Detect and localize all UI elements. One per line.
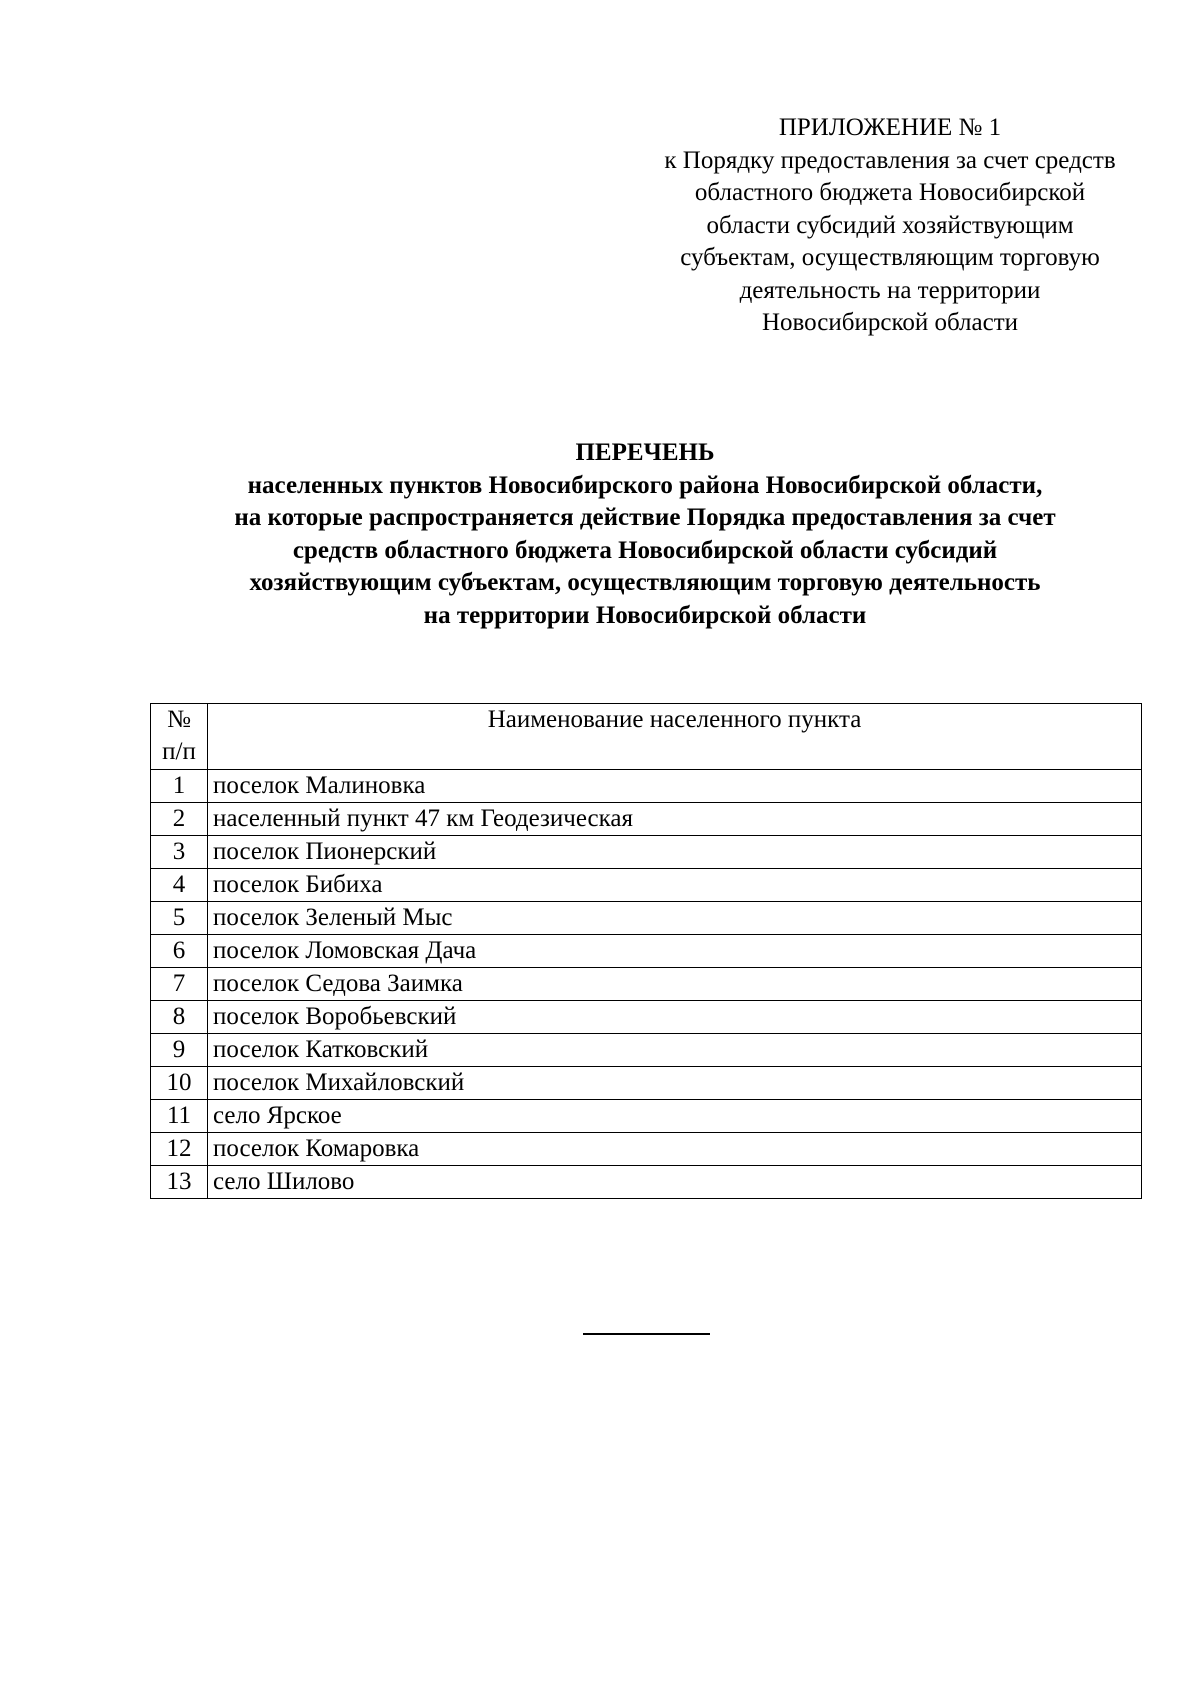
row-number: 8 [151,1001,208,1034]
table-row [151,869,1142,902]
appendix-line: областного бюджета Новосибирской [694,179,1086,206]
table-row [151,770,1142,803]
row-number: 12 [151,1133,208,1166]
settlement-name: поселок Комаровка [208,1133,1142,1166]
table-row [151,836,1142,869]
document-subtitle-line: на которые распространяется действие Порядка предоставления за счет [234,504,1056,532]
table-row [151,968,1142,1001]
row-number: 4 [151,869,208,902]
appendix-line: деятельность на территории [739,276,1041,304]
row-number: 13 [151,1166,208,1199]
settlement-name: поселок Михайловский [208,1067,1142,1100]
settlement-name: село Шилово [208,1166,1142,1199]
table-row [151,1067,1142,1100]
document-subtitle-line: средств областного бюджета Новосибирской области субсидий [292,536,998,564]
number-column-header [151,704,208,770]
appendix-line: области субсидий хозяйствующим [706,211,1074,239]
settlement-name: населенный пункт 47 км Геодезическая [208,803,1142,836]
number-header-line2: п/п [162,738,196,765]
settlement-name: поселок Бибиха [208,869,1142,902]
appendix-line: субъектам, осуществляющим торговую [680,244,1100,271]
row-number: 7 [151,968,208,1001]
table-row [151,902,1142,935]
row-number: 11 [151,1100,208,1133]
appendix-line: Новосибирской области [761,309,1019,336]
row-number: 6 [151,935,208,968]
table-row [151,1034,1142,1067]
table-row [151,935,1142,968]
table-header-row [151,704,1142,770]
settlement-name: село Ярское [208,1100,1142,1133]
table-row [151,1001,1142,1034]
settlement-name: поселок Малиновка [208,770,1142,803]
settlements-table [150,703,1142,1199]
table-row [151,803,1142,836]
appendix-title: ПРИЛОЖЕНИЕ № 1 [778,114,1002,141]
table-row [151,1100,1142,1133]
row-number: 1 [151,770,208,803]
document-title: ПЕРЕЧЕНЬ [575,439,715,466]
row-number: 2 [151,803,208,836]
row-number: 9 [151,1034,208,1067]
name-column-header: Наименование населенного пункта [208,704,1142,770]
settlement-name: поселок Пионерский [208,836,1142,869]
appendix-line: к Порядку предоставления за счет средств [664,146,1116,174]
row-number: 3 [151,836,208,869]
document-subtitle-line: на территории Новосибирской области [423,601,867,629]
settlement-name: поселок Ломовская Дача [208,935,1142,968]
document-heading [130,437,1160,633]
settlement-name: поселок Седова Заимка [208,968,1142,1001]
number-header-line1: № [167,706,191,733]
row-number: 5 [151,902,208,935]
settlement-name: поселок Воробьевский [208,1001,1142,1034]
end-of-document-divider [583,1333,710,1335]
settlement-name: поселок Катковский [208,1034,1142,1067]
settlement-name: поселок Зеленый Мыс [208,902,1142,935]
table-row [151,1166,1142,1199]
appendix-block [625,112,1155,340]
document-subtitle-line: хозяйствующим субъектам, осуществляющим торговую деятельность [249,569,1041,597]
row-number: 10 [151,1067,208,1100]
table-row [151,1133,1142,1166]
document-subtitle-line: населенных пунктов Новосибирского района Новосибирской области, [247,471,1043,499]
